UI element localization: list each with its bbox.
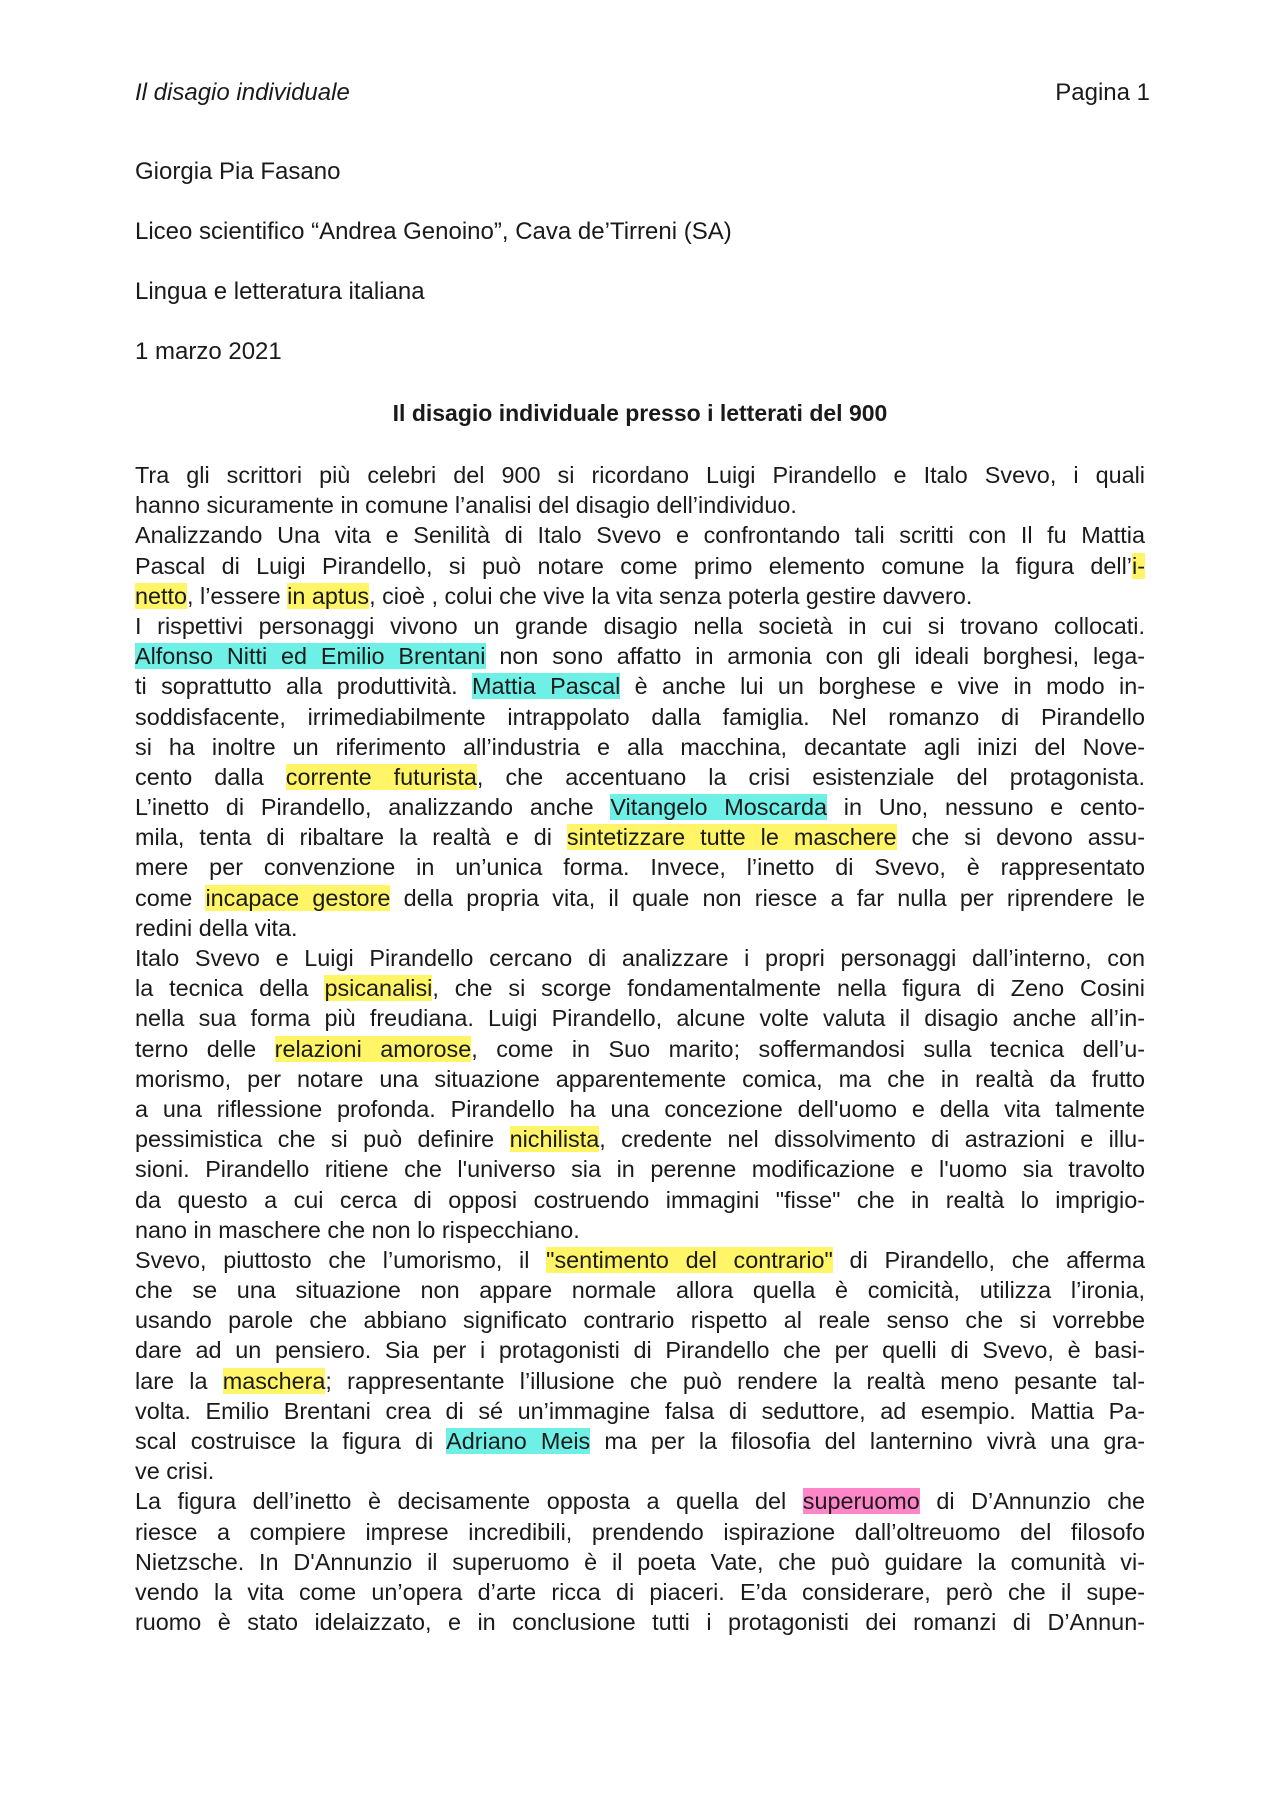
body-text-segment: di Pirandello, che afferma [832, 1246, 1146, 1273]
body-line [135, 792, 1145, 822]
body-text-segment: a una riflessione profonda. Pirandello ha una concezione dell'uomo e della vita talmente [135, 1095, 1145, 1122]
body-line [135, 1486, 1145, 1516]
school-name: Liceo scientifico “Andrea Genoino”, Cava de’Tirreni (SA) [135, 218, 732, 245]
body-text-segment: Pascal di Luigi Pirandello, si può notare come primo elemento comune la figura dell’ [135, 552, 1132, 579]
body-text-segment: , che accentuano la crisi esistenziale del protagonista. [476, 763, 1146, 790]
body-line [135, 1547, 1145, 1577]
highlighted-term: incapace gestore [205, 884, 391, 911]
body-line [135, 822, 1145, 852]
body-line [135, 883, 1145, 913]
body-text-segment: , l’essere [187, 582, 288, 609]
body-line [135, 460, 1145, 490]
body-line [135, 1366, 1145, 1396]
body-line [135, 1396, 1145, 1426]
body-line [135, 913, 1145, 943]
body-line [135, 973, 1145, 1003]
body-line [135, 1607, 1145, 1637]
body-text-segment: I rispettivi personaggi vivono un grande disagio nella società in cui si trovano collocati. [135, 612, 1145, 639]
body-text-segment: Tra gli scrittori più celebri del 900 si ricordano Luigi Pirandello e Italo Svevo, i quali [135, 462, 1145, 488]
highlighted-term: Alfonso Nitti ed Emilio Brentani [135, 643, 486, 670]
body-line [135, 1517, 1145, 1547]
body-text-segment: della propria vita, il quale non riesce a far nulla per riprendere le [390, 884, 1145, 911]
body-text-segment: dare ad un pensiero. Sia per i protagonisti di Pirandello che per quelli di Svevo, è basi- [135, 1337, 1145, 1364]
body-line [135, 1034, 1145, 1064]
body-text-segment: terno delle [135, 1035, 275, 1062]
body-text-segment: redini della vita. [135, 914, 298, 941]
body-text-segment: che se una situazione non appare normale allora quella è comicità, utilizza l’ironia, [135, 1277, 1145, 1304]
highlighted-term: "sentimento del contrario" [546, 1246, 833, 1273]
body-line [135, 671, 1145, 701]
body-line [135, 1275, 1145, 1305]
body-line [135, 611, 1145, 641]
body-text-segment: , credente nel dissolvimento di astrazioni e illu- [599, 1126, 1145, 1153]
body-line [135, 1124, 1145, 1154]
body-text-segment: Svevo, piuttosto che l’umorismo, il [135, 1246, 547, 1273]
body-text-segment: volta. Emilio Brentani crea di sé un’immagine falsa di seduttore, ad esempio. Mattia Pa- [135, 1397, 1145, 1424]
body-text-segment: pessimistica che si può definire [135, 1126, 510, 1153]
body-line [135, 520, 1145, 550]
body-text-segment: mila, tenta di ribaltare la realtà e di [135, 824, 567, 851]
body-text-segment: Nietzsche. In D'Annunzio il superuomo è il poeta Vate, che può guidare la comunità vi- [135, 1548, 1145, 1575]
highlighted-term: corrente futurista [285, 763, 477, 790]
highlighted-term: i- [1132, 552, 1145, 579]
body-line [135, 762, 1145, 792]
body-line [135, 1003, 1145, 1033]
body-text-segment: morismo, per notare una situazione apparentemente comica, ma che in realtà da frutto [135, 1065, 1145, 1092]
body-text-segment: , che si scorge fondamentalmente nella figura di Zeno Cosini [432, 975, 1146, 1002]
body-line [135, 581, 1145, 611]
body-line [135, 551, 1145, 581]
body-line [135, 1577, 1145, 1607]
body-text-segment: da questo a cui cerca di opposi costruendo immagini "fisse" che in realtà lo imprigio- [135, 1186, 1145, 1213]
highlighted-term: nichilista [509, 1126, 600, 1153]
highlighted-term: in aptus [287, 582, 370, 609]
body-text-segment: che si devono assu- [896, 824, 1145, 851]
subject: Lingua e letteratura italiana [135, 278, 425, 305]
highlighted-term: Mattia Pascal [472, 673, 621, 700]
highlighted-term: Vitangelo Moscarda [610, 794, 827, 821]
body-text-segment: La figura dell’inetto è decisamente opposta a quella del [135, 1488, 803, 1515]
highlighted-term: sintetizzare tutte le maschere [566, 824, 897, 851]
body-text-segment: mere per convenzione in un’unica forma. Invece, l’inetto di Svevo, è rappresentato [135, 854, 1145, 881]
body-line [135, 1094, 1145, 1124]
body-line [135, 1305, 1145, 1335]
body-text-segment: come [135, 884, 206, 911]
body-text-segment: hanno sicuramente in comune l’analisi del disagio dell’individuo. [135, 492, 797, 519]
body-line [135, 1154, 1145, 1184]
body-text-segment: la tecnica della [135, 975, 325, 1002]
body-text-segment: soddisfacente, irrimediabilmente intrappolato dalla famiglia. Nel romanzo di Pirandello [135, 703, 1145, 730]
body-line [135, 852, 1145, 882]
body-line [135, 1335, 1145, 1365]
body-text-segment: cento dalla [135, 763, 286, 790]
body-line [135, 1245, 1145, 1275]
body-text-segment: riesce a compiere imprese incredibili, prendendo ispirazione dall’oltreuomo del filosofo [135, 1518, 1145, 1545]
body-text-segment: ti soprattutto alla produttività. [135, 673, 473, 700]
body-line [135, 1185, 1145, 1215]
body-line [135, 641, 1145, 671]
body-text-segment: in Uno, nessuno e cento- [826, 794, 1145, 821]
body-text-segment: L’inetto di Pirandello, analizzando anche [135, 794, 611, 821]
body-text-segment: nano in maschere che non lo rispecchiano. [135, 1216, 580, 1243]
body-text-segment: non sono affatto in armonia con gli ideali borghesi, lega- [485, 643, 1145, 670]
highlighted-term: psicanalisi [324, 975, 433, 1002]
body-text-segment: scal costruisce la figura di [135, 1428, 447, 1454]
body-text-segment: Italo Svevo e Luigi Pirandello cercano di analizzare i propri personaggi dall’interno, con [135, 945, 1145, 971]
body-text-segment: , cioè , colui che vive la vita senza poterla gestire davvero. [369, 582, 973, 609]
body-text-segment: vendo la vita come un’opera d’arte ricca di piaceri. E’da considerare, però che il supe- [135, 1578, 1145, 1605]
highlighted-term: netto [135, 582, 188, 609]
body-line [135, 1456, 1145, 1486]
author-name: Giorgia Pia Fasano [135, 158, 341, 185]
body-line [135, 943, 1145, 973]
highlighted-term: maschera [222, 1367, 326, 1394]
page-number: Pagina 1 [1055, 79, 1150, 106]
body-text-segment: , come in Suo marito; soffermandosi sulla tecnica dell’u- [471, 1035, 1146, 1062]
highlighted-term: superuomo [802, 1488, 920, 1515]
running-title: Il disagio individuale [135, 79, 350, 106]
body-line [135, 490, 1145, 520]
highlighted-term: Adriano Meis [446, 1428, 591, 1454]
highlighted-term: relazioni amorose [274, 1035, 472, 1062]
document-title: Il disagio individuale presso i letterati del 900 [392, 400, 888, 426]
body-line [135, 732, 1145, 762]
essay-body [135, 460, 1145, 1637]
body-text-segment: Analizzando Una vita e Senilità di Italo Svevo e confrontando tali scritti con Il fu Mattia [135, 522, 1145, 549]
body-text-segment: nella sua forma più freudiana. Luigi Pirandello, alcune volte valuta il disagio anche all’in- [135, 1005, 1145, 1032]
body-text-segment: ve crisi. [135, 1458, 215, 1485]
body-text-segment: ; rappresentante l’illusione che può rendere la realtà meno pesante tal- [325, 1367, 1145, 1394]
body-text-segment: lare la [135, 1367, 223, 1394]
body-line [135, 702, 1145, 732]
body-text-segment: di D’Annunzio che [919, 1488, 1145, 1515]
body-text-segment: è anche lui un borghese e vive in modo in- [620, 673, 1146, 700]
body-line [135, 1426, 1145, 1456]
body-text-segment: si ha inoltre un riferimento all’industria e alla macchina, decantate agli inizi del Nove- [135, 733, 1145, 760]
date: 1 marzo 2021 [135, 338, 282, 365]
body-line [135, 1064, 1145, 1094]
body-text-segment: usando parole che abbiano significato contrario rispetto al reale senso che si vorrebbe [135, 1307, 1145, 1334]
body-text-segment: ma per la filosofia del lanternino vivrà una gra- [590, 1428, 1145, 1454]
body-line [135, 1215, 1145, 1245]
body-text-segment: ruomo è stato idelaizzato, e in conclusione tutti i protagonisti dei romanzi di D’Annun- [135, 1609, 1145, 1636]
body-text-segment: sioni. Pirandello ritiene che l'universo sia in perenne modificazione e l'uomo sia travolto [135, 1156, 1145, 1183]
